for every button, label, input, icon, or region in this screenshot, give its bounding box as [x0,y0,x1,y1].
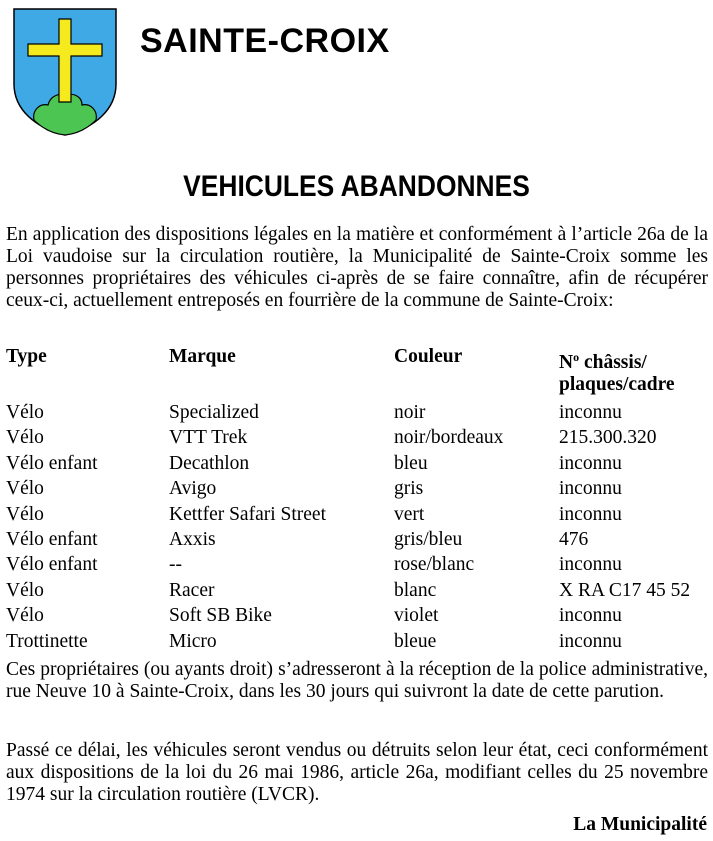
table-header-row [6,346,710,400]
cell-type: Vélo enfant [6,529,98,551]
signature: La Municipalité [573,814,707,835]
cell-marque: Decathlon [169,452,250,474]
cell-marque: Axxis [169,529,216,551]
header-type: Type [6,346,47,367]
table-row [6,400,710,425]
header-chassis-line2: plaques/cadre [559,374,675,395]
cell-type: Vélo [6,579,44,601]
header-marque: Marque [169,346,236,367]
cell-chassis: inconnu [559,554,622,576]
table-row [6,578,710,603]
cell-type: Vélo [6,503,44,525]
cell-marque: VTT Trek [169,427,248,449]
cell-marque: Specialized [169,402,259,423]
cell-couleur: bleu [394,452,428,474]
cell-couleur: noir/bordeaux [394,427,504,449]
cell-type: Trottinette [6,630,88,652]
cell-type: Vélo enfant [6,452,98,474]
page-title: VEHICULES ABANDONNES [183,170,530,203]
intro-paragraph: En application des dispositions légales en la matière et conformément à l’article 26a de la Loi vaudoise sur la circulation routière, la Municipalité de Sainte-Croix somme les personnes propriétaires des véhicules ci-après de se faire connaître, afin de récupérer ceux-ci, actuellement entreposés en fourrière de la commune de Sainte-Croix: [6,224,708,311]
cell-marque: -- [169,554,182,576]
cell-couleur: blanc [394,579,437,601]
cell-couleur: violet [394,605,439,627]
cell-chassis: inconnu [559,452,622,474]
cell-marque: Racer [169,579,215,601]
cell-type: Vélo [6,605,44,627]
table-row [6,502,710,527]
cell-chassis: inconnu [559,402,622,423]
cell-chassis: inconnu [559,630,622,652]
cell-couleur: rose/blanc [394,554,475,576]
cell-type: Vélo enfant [6,554,98,576]
cell-chassis: inconnu [559,605,622,627]
vehicles-table [6,346,710,654]
table-row [6,527,710,552]
table-row [6,451,710,476]
cell-marque: Micro [169,630,217,652]
header-chassis-line1: châssis/ [579,352,647,373]
header-chassis [559,346,710,400]
cell-couleur: noir [394,402,426,423]
cell-couleur: gris/bleu [394,529,463,551]
cell-marque: Avigo [169,478,217,500]
cell-couleur: vert [394,503,425,525]
coat-of-arms-cross-icon [10,6,120,138]
table-row [6,629,710,654]
cell-chassis: inconnu [559,478,622,500]
header-couleur: Couleur [394,346,463,367]
header-chassis-prefix: N [559,352,574,373]
cell-type: Vélo [6,478,44,500]
cell-chassis: X RA C17 45 52 [559,579,691,601]
table-row [6,603,710,628]
cell-couleur: bleue [394,630,437,652]
cell-type: Vélo [6,427,44,449]
commune-name: SAINTE-CROIX [140,22,390,60]
cell-marque: Soft SB Bike [169,605,272,627]
header [0,0,713,140]
table-row [6,552,710,577]
table-row [6,476,710,501]
cell-type: Vélo [6,402,44,423]
cell-couleur: gris [394,478,424,500]
cell-chassis: inconnu [559,503,622,525]
table-row [6,425,710,450]
instructions-paragraph: Ces propriétaires (ou ayants droit) s’adresseront à la réception de la police administrative, rue Neuve 10 à Sainte-Croix, dans les 30 jours qui suivront la date de cette parution. [6,659,708,702]
cell-marque: Kettfer Safari Street [169,503,327,525]
deadline-paragraph: Passé ce délai, les véhicules seront vendus ou détruits selon leur état, ceci conformément aux dispositions de la loi du 26 mai 1986, article 26a, modifiant celles du 25 novembre 1974 sur la circulation routière (LVCR). [6,740,708,805]
header-chassis-sup: o [573,350,580,364]
cell-chassis: 215.300.320 [559,427,657,449]
cell-chassis: 476 [559,529,589,551]
